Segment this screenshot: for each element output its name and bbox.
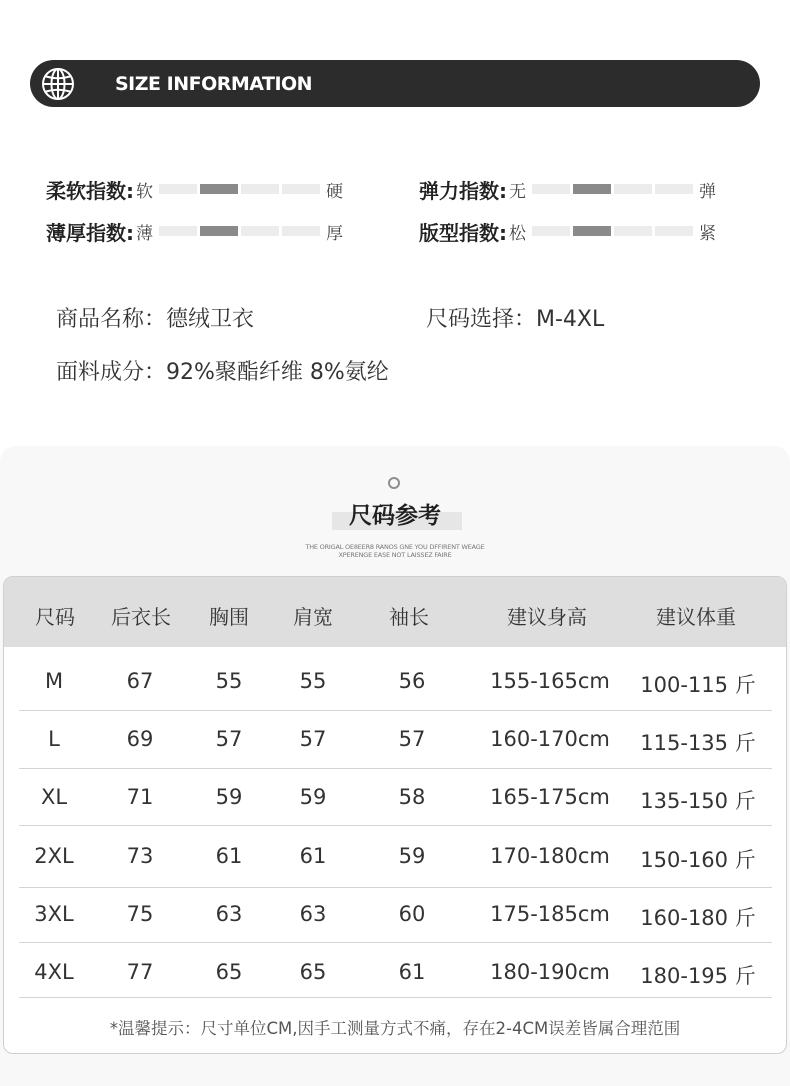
table-cell: 67 <box>126 669 154 693</box>
table-cell: 58 <box>398 785 426 809</box>
scale-segment <box>614 184 652 194</box>
table-cell: 61 <box>398 960 426 984</box>
table-cell: 69 <box>126 727 154 751</box>
table-cell: 57 <box>215 727 243 751</box>
table-cell: 57 <box>299 727 327 751</box>
scale-segment <box>241 226 279 236</box>
column-header: 尺码 <box>35 605 75 629</box>
scale-segment <box>532 226 570 236</box>
index-max-label: 厚 <box>326 223 343 244</box>
table-cell: 65 <box>299 960 327 984</box>
globe-icon <box>41 67 75 101</box>
index-label: 薄厚指数: <box>46 220 134 245</box>
index-min-label: 薄 <box>136 223 153 244</box>
table-cell: L <box>48 727 60 751</box>
table-cell: M <box>44 669 64 693</box>
scale-segment <box>655 184 693 194</box>
table-cell: 100-115 斤 <box>640 673 756 697</box>
table-cell: 65 <box>215 960 243 984</box>
index-min-label: 软 <box>136 181 153 202</box>
table-cell: 56 <box>398 669 426 693</box>
table-cell: 170-180cm <box>490 844 610 868</box>
table-cell: 71 <box>126 785 154 809</box>
table-cell: 4XL <box>34 960 74 984</box>
column-header: 建议体重 <box>656 605 736 629</box>
table-cell: XL <box>40 785 68 809</box>
index-min-label: 松 <box>509 223 526 244</box>
scale-segment <box>532 184 570 194</box>
table-cell: 150-160 斤 <box>640 848 756 872</box>
circle-icon <box>388 477 400 489</box>
scale-segment-active <box>200 226 238 236</box>
scale-segment <box>655 226 693 236</box>
index-label: 弹力指数: <box>419 178 507 203</box>
table-cell: 55 <box>215 669 243 693</box>
table-cell: 61 <box>299 844 327 868</box>
measurement-note: *温馨提示：尺寸单位CM,因手工测量方式不痛，存在2-4CM误差皆属合理范围 <box>109 1019 681 1038</box>
fit-index <box>419 219 716 243</box>
table-cell: 60 <box>398 902 426 926</box>
table-cell: 3XL <box>34 902 74 926</box>
size-table <box>3 576 787 1054</box>
index-scale <box>532 226 693 236</box>
scale-segment <box>282 184 320 194</box>
size-information-header <box>30 60 760 107</box>
table-cell: 73 <box>126 844 154 868</box>
row-divider <box>19 825 772 826</box>
softness-index <box>46 177 343 201</box>
table-cell: 59 <box>215 785 243 809</box>
table-cell: 2XL <box>34 844 74 868</box>
column-header: 袖长 <box>389 605 429 629</box>
table-cell: 59 <box>299 785 327 809</box>
table-cell: 160-170cm <box>490 727 610 751</box>
product-name: 商品名称：德绒卫衣 <box>56 307 255 332</box>
scale-segment-active <box>573 226 611 236</box>
table-header <box>4 577 786 647</box>
table-cell: 59 <box>398 844 426 868</box>
table-cell: 135-150 斤 <box>640 789 756 813</box>
column-header: 胸围 <box>209 605 249 629</box>
fabric-composition: 面料成分：92%聚酯纤维 8%氨纶 <box>56 360 389 385</box>
reference-subtitle: XPERENGE EASE NOT LAISSEZ FAIRE <box>338 551 452 559</box>
table-cell: 55 <box>299 669 327 693</box>
reference-subtitle: THE ORIGAL OE8EER8 RANOS GNE YOU DFFIRENT WEAGE <box>305 543 485 551</box>
index-min-label: 无 <box>509 181 526 202</box>
scale-segment <box>159 226 197 236</box>
scale-segment <box>614 226 652 236</box>
index-max-label: 弹 <box>699 181 716 202</box>
header-title: SIZE INFORMATION <box>115 73 313 95</box>
row-divider <box>19 887 772 888</box>
index-scale <box>532 184 693 194</box>
scale-segment-active <box>200 184 238 194</box>
size-range: 尺码选择：M-4XL <box>426 307 605 332</box>
column-header: 建议身高 <box>507 605 587 629</box>
table-cell: 155-165cm <box>490 669 610 693</box>
table-cell: 57 <box>398 727 426 751</box>
scale-segment <box>241 184 279 194</box>
index-scale <box>159 226 320 236</box>
row-divider <box>19 768 772 769</box>
table-cell: 160-180 斤 <box>640 906 756 930</box>
table-cell: 175-185cm <box>490 902 610 926</box>
thickness-index <box>46 219 343 243</box>
scale-segment <box>282 226 320 236</box>
table-cell: 77 <box>126 960 154 984</box>
index-label: 柔软指数: <box>46 178 134 203</box>
index-max-label: 紧 <box>699 223 716 244</box>
table-cell: 75 <box>126 902 154 926</box>
row-divider <box>19 997 772 998</box>
row-divider <box>19 942 772 943</box>
row-divider <box>19 710 772 711</box>
scale-segment-active <box>573 184 611 194</box>
table-cell: 180-190cm <box>490 960 610 984</box>
reference-title: 尺码参考 <box>349 503 441 529</box>
table-cell: 115-135 斤 <box>640 731 756 755</box>
index-scale <box>159 184 320 194</box>
scale-segment <box>159 184 197 194</box>
column-header: 肩宽 <box>293 605 333 629</box>
table-cell: 61 <box>215 844 243 868</box>
table-cell: 63 <box>215 902 243 926</box>
elasticity-index <box>419 177 716 201</box>
index-label: 版型指数: <box>419 220 507 245</box>
index-max-label: 硬 <box>326 181 343 202</box>
table-cell: 165-175cm <box>490 785 610 809</box>
table-cell: 180-195 斤 <box>640 964 756 988</box>
column-header: 后衣长 <box>111 605 171 629</box>
table-cell: 63 <box>299 902 327 926</box>
